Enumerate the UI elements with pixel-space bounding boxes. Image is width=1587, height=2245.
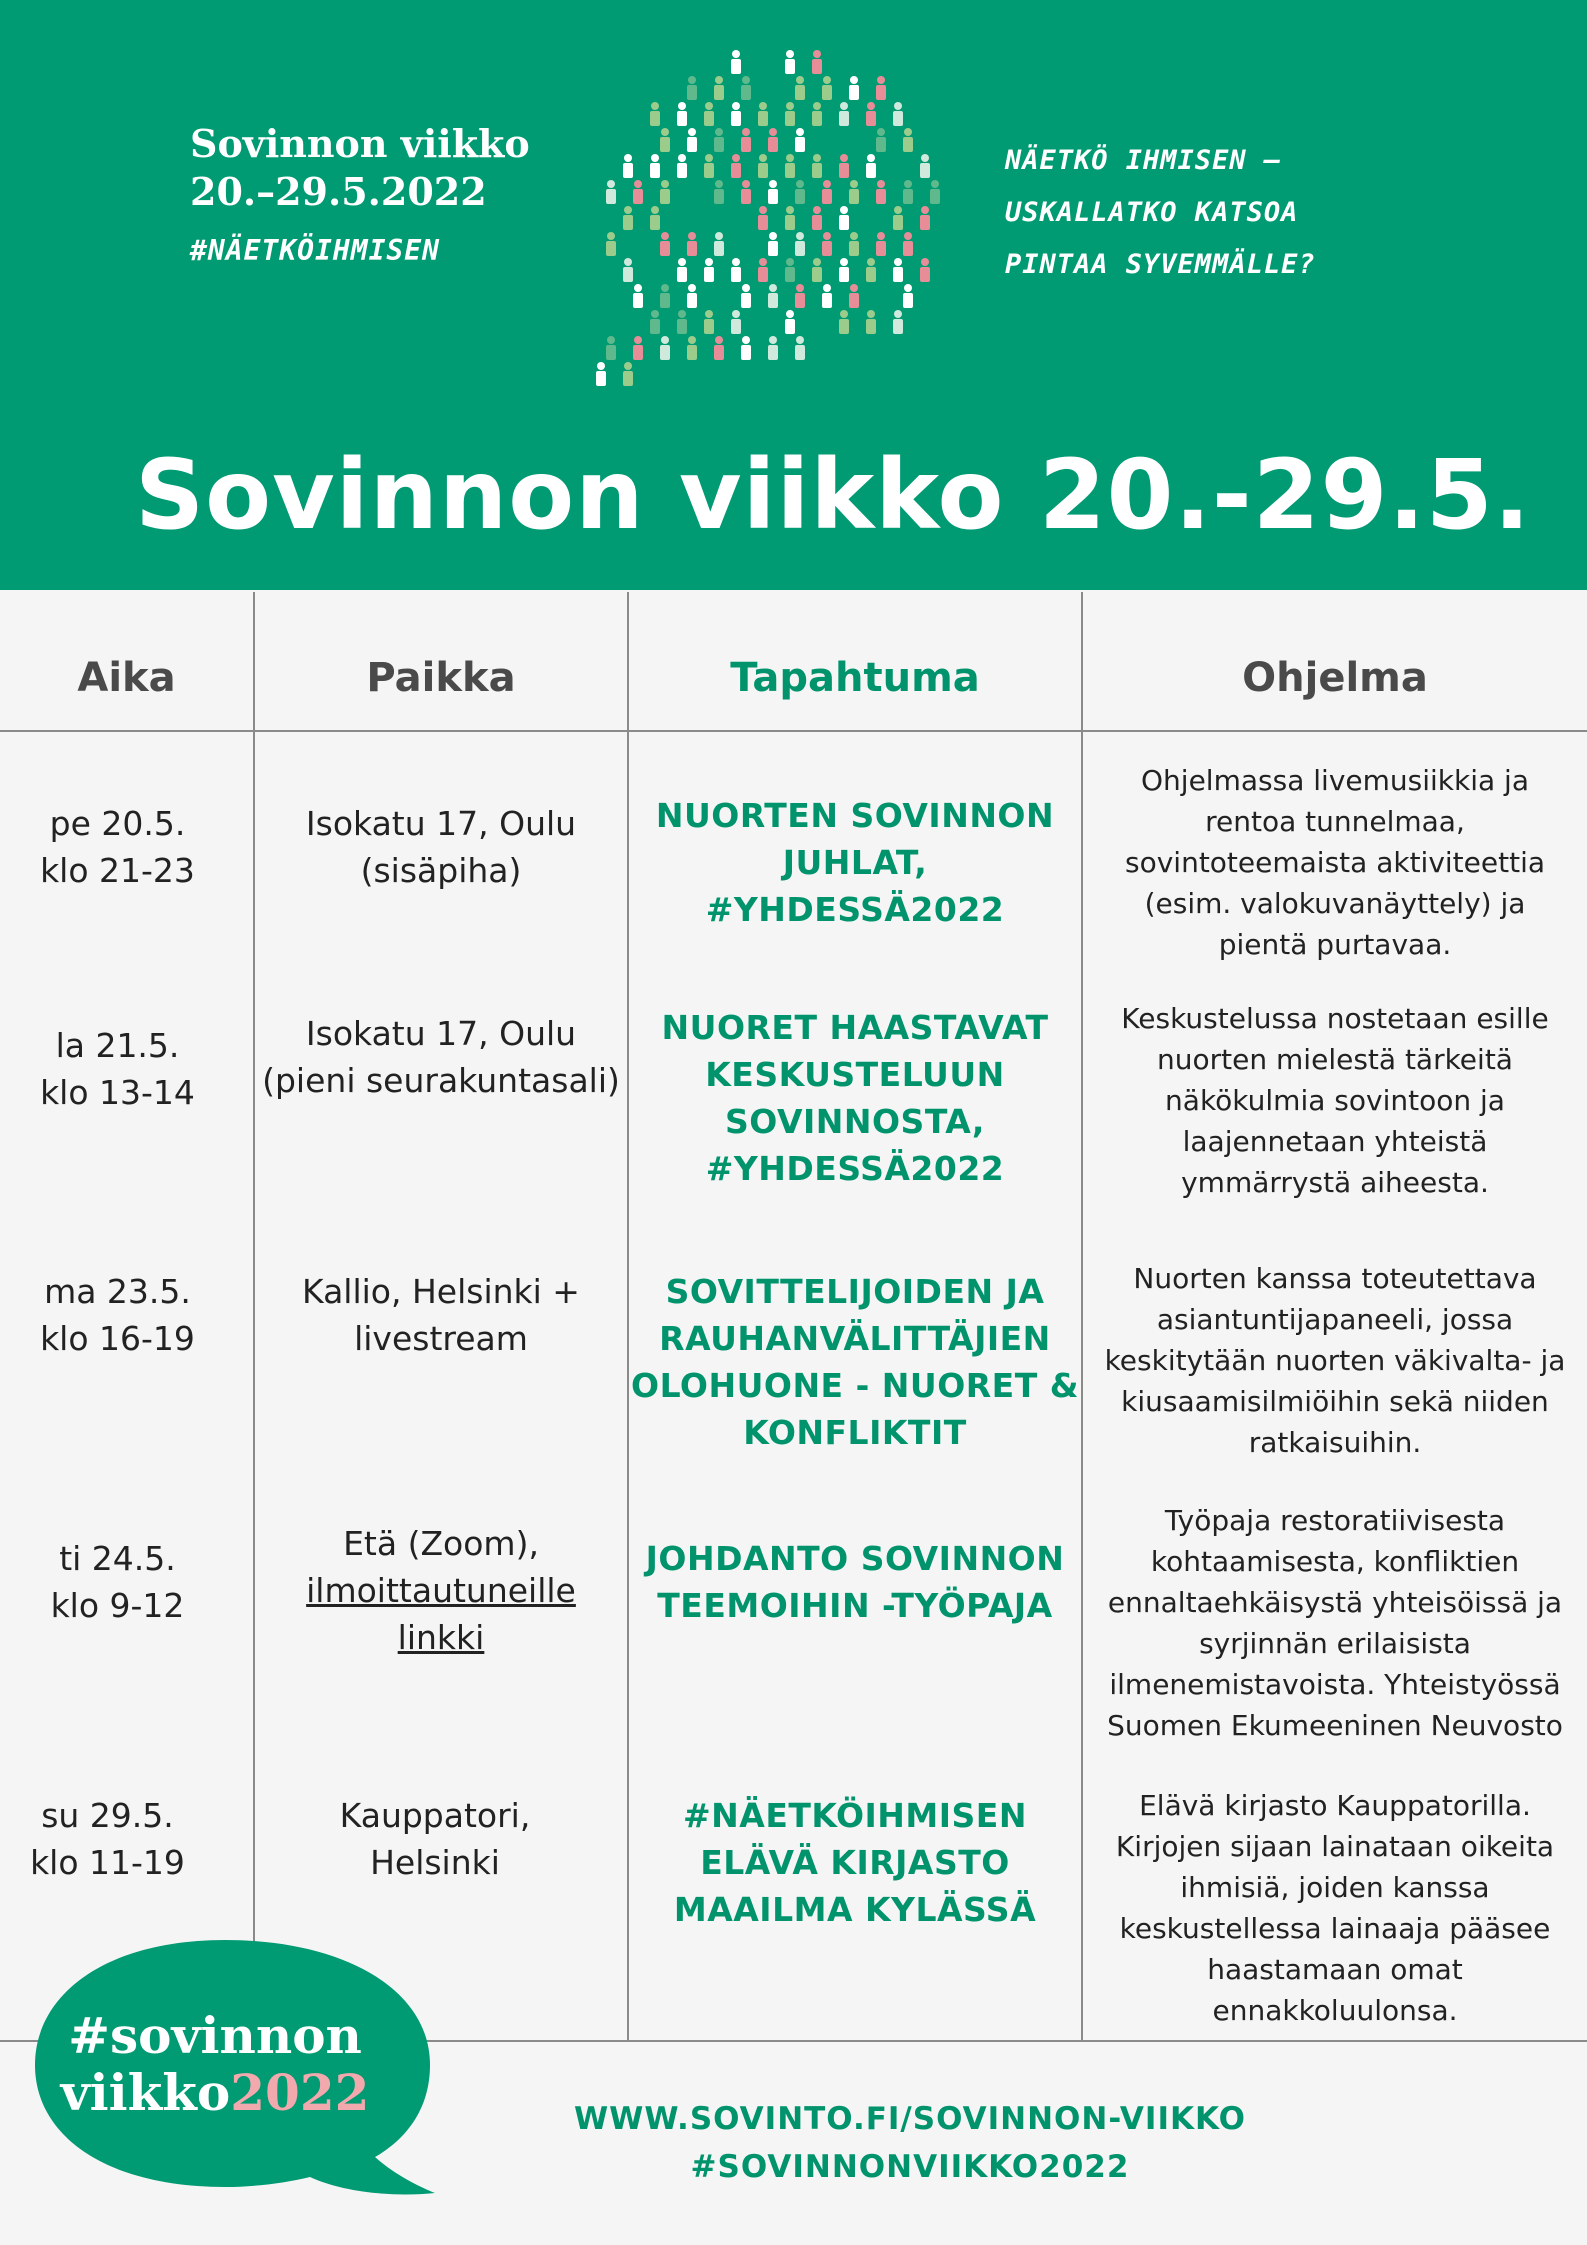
person-figure [866,102,876,126]
event-line: SOVINNOSTA, [725,1102,985,1141]
event-line: KESKUSTELUUN [705,1055,1005,1094]
tagline [1005,135,1316,291]
person-figure [687,76,697,100]
row-event [629,1268,1081,1456]
person-figure [866,310,876,334]
crowd-speech-bubble-logo [570,35,950,425]
row-time [0,1268,235,1362]
bubble-line1: #sovinnon [68,2006,362,2065]
person-figure [893,206,903,230]
program-line: (esim. valokuvanäyttely) ja [1144,887,1526,920]
person-figure [876,180,886,204]
program-line: keskustellessa lainaaja pääsee [1119,1912,1551,1945]
column-header-tapahtuma: Tapahtuma [730,655,980,701]
person-figure [849,284,859,308]
header-divider [0,730,1587,732]
person-figure [687,284,697,308]
person-figure [660,336,670,360]
tagline-line: NÄETKÖ IHMISEN – [1005,145,1282,176]
program-line: keskitytään nuorten väkivalta- ja [1104,1344,1566,1377]
person-figure [839,102,849,126]
event-line: NUORTEN SOVINNON [655,796,1055,835]
person-figure [795,76,805,100]
time-hours: klo 16-19 [40,1319,195,1358]
registration-link[interactable]: ilmoittautuneille [306,1571,576,1610]
person-figure [903,232,913,256]
person-figure [795,232,805,256]
header-banner [0,0,1587,590]
person-figure [920,258,930,282]
person-figure [731,154,741,178]
bubble-year: 2022 [230,2063,370,2122]
person-figure [660,284,670,308]
person-figure [849,180,859,204]
place-line: Isokatu 17, Oulu [305,804,577,843]
event-line: JUHLAT, #YHDESSÄ2022 [705,843,1005,929]
person-figure [903,180,913,204]
person-figure [606,180,616,204]
person-figure [687,336,697,360]
program-line: ihmisiä, joiden kanssa [1180,1871,1490,1904]
person-figure [704,154,714,178]
person-figure [623,362,633,386]
event-line: KONFLIKTIT [743,1413,967,1452]
person-figure [714,232,724,256]
row-program [1083,998,1587,1203]
row-program [1083,760,1587,965]
time-day: ma 23.5. [44,1272,191,1311]
place-line: (pieni seurakuntasali) [262,1061,620,1100]
event-line: TEEMOIHIN -TYÖPAJA [657,1586,1053,1625]
person-figure [812,50,822,74]
person-figure [660,180,670,204]
row-place [255,1792,615,1886]
program-line: haastamaan omat [1207,1953,1463,1986]
brand-title: Sovinnon viikko [190,121,530,166]
person-figure [795,128,805,152]
person-figure [741,284,751,308]
time-hours: klo 11-19 [30,1843,185,1882]
program-line: asiantuntijapaneeli, jossa [1156,1303,1514,1336]
person-figure [785,102,795,126]
time-day: la 21.5. [55,1026,180,1065]
person-figure [903,128,913,152]
person-figure [812,206,822,230]
registration-link[interactable]: linkki [397,1618,485,1657]
program-line: pientä purtavaa. [1218,928,1452,961]
person-figure [714,180,724,204]
program-line: ilmenemistavoista. Yhteistyössä [1109,1668,1561,1701]
person-figure [785,154,795,178]
program-line: Suomen Ekumeeninen Neuvosto [1107,1709,1563,1742]
person-figure [785,50,795,74]
program-line: ymmärrystä aiheesta. [1181,1166,1489,1199]
footer-hashtag: #SOVINNONVIIKKO2022 [690,2149,1130,2185]
program-line: syrjinnän erilaisista [1199,1627,1471,1660]
person-figure [785,258,795,282]
program-line: ratkaisuihin. [1248,1426,1422,1459]
row-time [0,1022,235,1116]
brand-block [190,120,530,267]
person-figure [741,336,751,360]
person-figure [741,76,751,100]
person-figure [893,258,903,282]
person-figure [876,76,886,100]
program-line: sovintoteemaista aktiviteettia [1125,846,1545,879]
event-line: RAUHANVÄLITTÄJIEN [659,1319,1051,1358]
program-line: rentoa tunnelmaa, [1205,805,1465,838]
place-line: Isokatu 17, Oulu [305,1014,577,1053]
person-figure [741,180,751,204]
program-line: näkökulmia sovintoon ja [1165,1084,1505,1117]
time-hours: klo 21-23 [40,851,195,890]
row-event [629,792,1081,933]
person-figure [785,206,795,230]
person-figure [714,76,724,100]
row-place [255,1010,627,1104]
person-figure [822,76,832,100]
person-figure [704,258,714,282]
person-figure [623,258,633,282]
person-figure [704,102,714,126]
person-figure [650,310,660,334]
person-figure [903,284,913,308]
person-figure [660,128,670,152]
person-figure [785,310,795,334]
person-figure [795,336,805,360]
bubble-word: viikko [60,2063,231,2122]
person-figure [839,258,849,282]
event-line: ELÄVÄ KIRJASTO [700,1843,1010,1882]
person-figure [677,102,687,126]
person-figure [758,258,768,282]
tagline-line: PINTAA SYVEMMÄLLE? [1005,249,1316,280]
time-day: pe 20.5. [49,804,186,843]
program-line: Ohjelmassa livemusiikkia ja [1141,764,1529,797]
program-line: Työpaja restoratiivisesta [1164,1504,1506,1537]
person-figure [849,76,859,100]
person-figure [795,180,805,204]
person-figure [714,336,724,360]
time-day: ti 24.5. [59,1539,176,1578]
person-figure [876,128,886,152]
row-event [629,1535,1081,1629]
event-line: NUORET HAASTAVAT [661,1008,1049,1047]
person-figure [768,128,778,152]
place-line: Kallio, Helsinki + [302,1272,580,1311]
column-header-ohjelma: Ohjelma [1242,655,1428,701]
program-line: Keskustelussa nostetaan esille [1121,1002,1549,1035]
event-line: OLOHUONE - NUORET & [631,1366,1079,1405]
place-line: (sisäpiha) [360,851,522,890]
person-figure [714,128,724,152]
person-figure [866,258,876,282]
person-figure [893,310,903,334]
person-figure [623,206,633,230]
person-figure [839,310,849,334]
event-line: #YHDESSÄ2022 [705,1149,1005,1188]
page-title: Sovinnon viikko 20.-29.5. [135,439,1532,551]
person-figure [731,102,741,126]
person-figure [812,102,822,126]
column-header-paikka: Paikka [366,655,516,701]
person-figure [650,102,660,126]
program-line: ennakkoluulonsa. [1212,1994,1458,2027]
person-figure [606,336,616,360]
person-figure [660,232,670,256]
person-figure [768,232,778,256]
row-time [0,1792,215,1886]
program-line: ennaltaehkäisystä yhteisöissä ja [1107,1586,1563,1619]
row-time [0,800,235,894]
program-line: Elävä kirjasto Kauppatorilla. [1139,1789,1531,1822]
row-program [1083,1258,1587,1463]
row-place [255,800,627,894]
person-figure [704,310,714,334]
person-figure [687,128,697,152]
person-figure [677,154,687,178]
footer-url[interactable]: WWW.SOVINTO.FI/SOVINNON-VIIKKO [573,2101,1246,2137]
person-figure [822,284,832,308]
row-place [255,1268,627,1362]
person-figure [623,154,633,178]
person-figure [768,336,778,360]
row-place [255,1520,627,1661]
person-figure [677,310,687,334]
person-figure [677,258,687,282]
row-program [1083,1500,1587,1746]
tagline-line: USKALLATKO KATSOA [1005,197,1299,228]
footer [560,2095,1260,2191]
event-line: SOVITTELIJOIDEN JA [665,1272,1045,1311]
program-line: kohtaamisesta, konfliktien [1150,1545,1520,1578]
person-figure [839,154,849,178]
program-line: nuorten mielestä tärkeitä [1157,1043,1513,1076]
person-figure [768,180,778,204]
event-line: MAAILMA KYLÄSSÄ [673,1890,1037,1929]
person-figure [758,154,768,178]
person-figure [633,336,643,360]
person-figure [758,206,768,230]
row-time [0,1535,235,1629]
row-event [629,1792,1081,1933]
place-line: Etä (Zoom), [343,1524,539,1563]
person-figure [839,206,849,230]
person-figure [920,154,930,178]
place-line: Kauppatori, [339,1796,531,1835]
person-figure [606,232,616,256]
person-figure [866,154,876,178]
person-figure [731,50,741,74]
person-figure [633,284,643,308]
person-figure [633,180,643,204]
time-day: su 29.5. [41,1796,174,1835]
person-figure [822,180,832,204]
event-line: JOHDANTO SOVINNON [645,1539,1065,1578]
brand-dates: 20.–29.5.2022 [190,169,487,214]
person-figure [687,232,697,256]
person-figure [596,362,606,386]
person-figure [930,180,940,204]
row-event [629,1004,1081,1192]
time-hours: klo 9-12 [50,1586,185,1625]
program-line: Kirjojen sijaan lainataan oikeita [1115,1830,1555,1863]
person-figure [731,310,741,334]
row-program [1083,1785,1587,2031]
person-figure [650,154,660,178]
person-figure [812,154,822,178]
person-figure [812,258,822,282]
brand-hashtag: #NÄETKÖIHMISEN [190,234,441,267]
place-line: Helsinki [370,1843,500,1882]
person-figure [650,206,660,230]
person-figure [920,206,930,230]
person-figure [731,258,741,282]
person-figure [849,232,859,256]
program-line: Nuorten kanssa toteutettava [1133,1262,1537,1295]
program-line: laajennetaan yhteistä [1182,1125,1488,1158]
person-figure [758,102,768,126]
person-figure [893,102,903,126]
person-figure [795,284,805,308]
bubble-line2 [60,2063,370,2122]
column-header-aika: Aika [77,655,176,701]
person-figure [876,232,886,256]
person-figure [822,232,832,256]
event-line: #NÄETKÖIHMISEN [683,1796,1027,1835]
person-figure [741,128,751,152]
place-line: livestream [354,1319,528,1358]
hashtag-speech-bubble [15,1935,435,2200]
person-figure [768,284,778,308]
program-line: kiusaamisilmiöihin sekä niiden [1121,1385,1549,1418]
time-hours: klo 13-14 [40,1073,195,1112]
